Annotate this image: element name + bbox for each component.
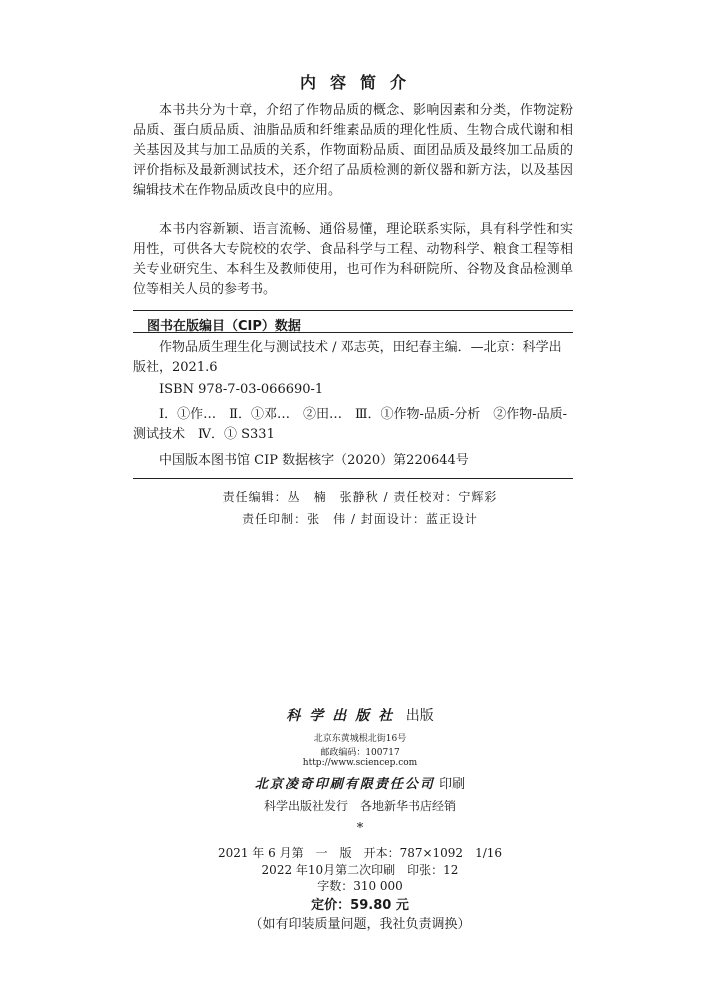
publisher-line bbox=[0, 705, 720, 725]
printer-role: 印刷 bbox=[439, 777, 466, 792]
edition-line: 2021 年 6 月第 一 版 开本：787×1092 1/16 bbox=[217, 846, 503, 860]
publisher-postcode: 邮政编码：100717 bbox=[320, 748, 400, 758]
cip-data-number: 中国版本图书馆 CIP 数据核字（2020）第220644号 bbox=[159, 453, 469, 468]
publisher-url: http://www.sciencep.com bbox=[302, 758, 418, 768]
separator-asterisk: * bbox=[356, 821, 364, 836]
distribution-line: 科学出版社发行 各地新华书店经销 bbox=[263, 799, 456, 813]
cip-top-rule bbox=[133, 310, 573, 311]
quality-notice: （如有印装质量问题，我社负责调换） bbox=[249, 917, 471, 932]
cip-heading-rule bbox=[133, 332, 573, 333]
word-count: 字数：310 000 bbox=[317, 879, 403, 893]
credits-editors: 责任编辑：丛 楠 张静秋 / 责任校对：宁辉彩 bbox=[222, 490, 498, 504]
cip-isbn: ISBN 978-7-03-066690-1 bbox=[159, 382, 324, 397]
publisher-name: 科学出版社 bbox=[286, 708, 402, 724]
intro-paragraph-2: 本书内容新颖、语言流畅、通俗易懂，理论联系实际，具有科学性和实用性，可供各大专院校的农学、食品科学与工程、动物科学、粮食工程等相关专业研究生、本科生及教师使用，也可作为科研院所、谷物及食品检测单位等相关人员的参考书。 bbox=[133, 222, 573, 297]
cip-subjects: Ⅰ．①作… Ⅱ．①邓… ②田… Ⅲ．①作物-品质-分析 ②作物-品质-测试技术 Ⅳ．① S331 bbox=[133, 407, 568, 442]
cip-bottom-rule bbox=[133, 478, 573, 479]
cip-entry: 作物品质生理生化与测试技术 / 邓志英，田纪春主编．—北京：科学出版社，2021.6 bbox=[133, 340, 562, 375]
publisher-role: 出版 bbox=[405, 708, 434, 724]
printer-name: 北京凌奇印刷有限责任公司 bbox=[254, 777, 435, 792]
printing-line: 2022 年10月第二次印刷 印张：12 bbox=[261, 863, 459, 877]
printer-line bbox=[0, 773, 720, 792]
publisher-address: 北京东黄城根北街16号 bbox=[313, 734, 407, 744]
cip-heading: 图书在版编目（CIP）数据 bbox=[147, 319, 301, 334]
intro-paragraph-1: 本书共分为十章，介绍了作物品质的概念、影响因素和分类，作物淀粉品质、蛋白质品质、油脂品质和纤维素品质的理化性质、生物合成代谢和相关基因及其与加工品质的关系，作物面粉品质、面团品质及最终加工品质的评价指标及最新测试技术，还介绍了品质检测的新仪器和新方法，以及基因编辑技术在作物品质改良中的应用。 bbox=[133, 103, 573, 198]
credits-production: 责任印制：张 伟 / 封面设计：蓝正设计 bbox=[242, 512, 478, 526]
section-title: 内容简介 bbox=[299, 73, 420, 92]
price: 定价：59.80 元 bbox=[311, 898, 409, 913]
